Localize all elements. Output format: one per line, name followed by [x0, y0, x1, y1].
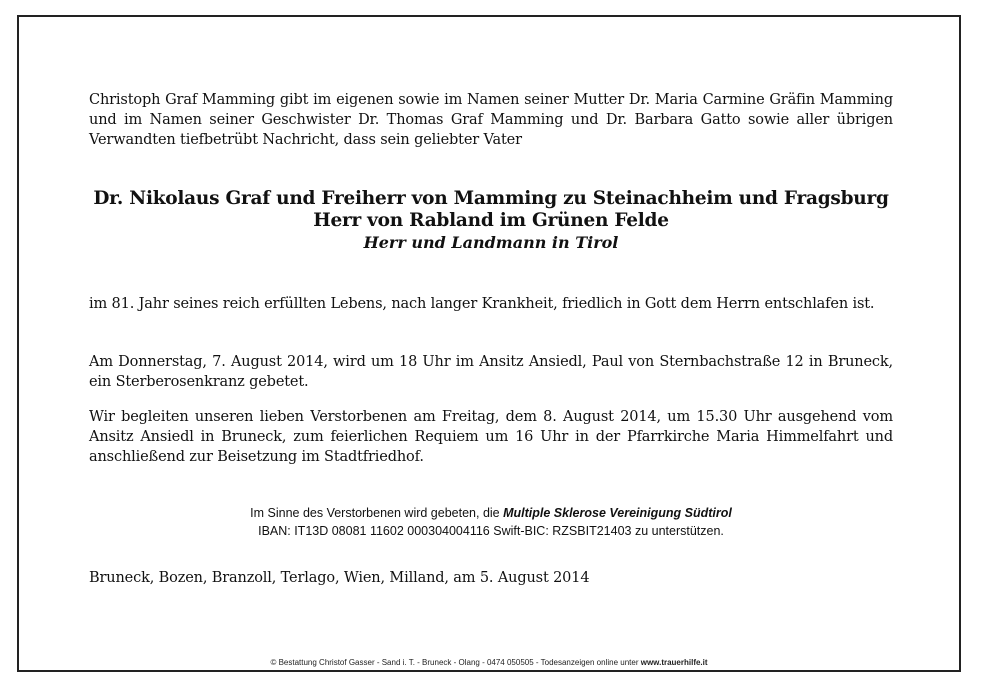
place-date-line: Bruneck, Bozen, Branzoll, Terlago, Wien, Milland, am 5. August 2014	[89, 570, 590, 586]
deceased-subtitle: Herr und Landmann in Tirol	[363, 233, 619, 252]
rosary-paragraph: Am Donnerstag, 7. August 2014, wird um 18 Uhr im Ansitz Ansiedl, Paul von Sternbachstraße 12 in Bruneck, ein Sterberosenkranz gebetet.	[89, 354, 893, 390]
deceased-name-block	[60, 188, 922, 254]
donation-bank-line: IBAN: IT13D 08081 11602 000304004116 Swift-BIC: RZSBIT21403 zu unterstützen.	[258, 524, 724, 538]
deceased-name-line-1: Dr. Nikolaus Graf und Freiherr von Mamming zu Steinachheim und Fragsburg	[93, 188, 889, 209]
donation-organization: Multiple Sklerose Vereinigung Südtirol	[503, 506, 732, 520]
deceased-name-line-2: Herr von Rabland im Grünen Felde	[313, 210, 669, 231]
age-paragraph: im 81. Jahr seines reich erfüllten Lebens, nach langer Krankheit, friedlich in Gott dem Herrn entschlafen ist.	[89, 296, 875, 312]
footer-credit	[17, 658, 961, 668]
donation-line-1	[89, 504, 893, 522]
footer-website-link[interactable]: www.trauerhilfe.it	[640, 658, 708, 667]
donation-request	[89, 504, 893, 540]
intro-paragraph: Christoph Graf Mamming gibt im eigenen sowie im Namen seiner Mutter Dr. Maria Carmine Gräfin Mamming und im Namen seiner Geschwister Dr. Thomas Graf Mamming und Dr. Barbara Gatto sowie aller übrigen Verwandten tiefbetrübt Nachricht, dass sein geliebter Vater	[89, 92, 893, 148]
funeral-paragraph: Wir begleiten unseren lieben Verstorbenen am Freitag, dem 8. August 2014, um 15.30 Uhr ausgehend vom Ansitz Ansiedl in Bruneck, zum feierlichen Requiem um 16 Uhr in der Pfarrkirche Maria Himmelfahrt und anschließend zur Beisetzung im Stadtfriedhof.	[89, 409, 893, 465]
donation-prefix: Im Sinne des Verstorbenen wird gebeten, die	[250, 506, 504, 520]
footer-credit-text: © Bestattung Christof Gasser - Sand i. T. - Bruneck - Olang - 0474 050505 - Todesanzeigen online unter	[270, 658, 641, 667]
